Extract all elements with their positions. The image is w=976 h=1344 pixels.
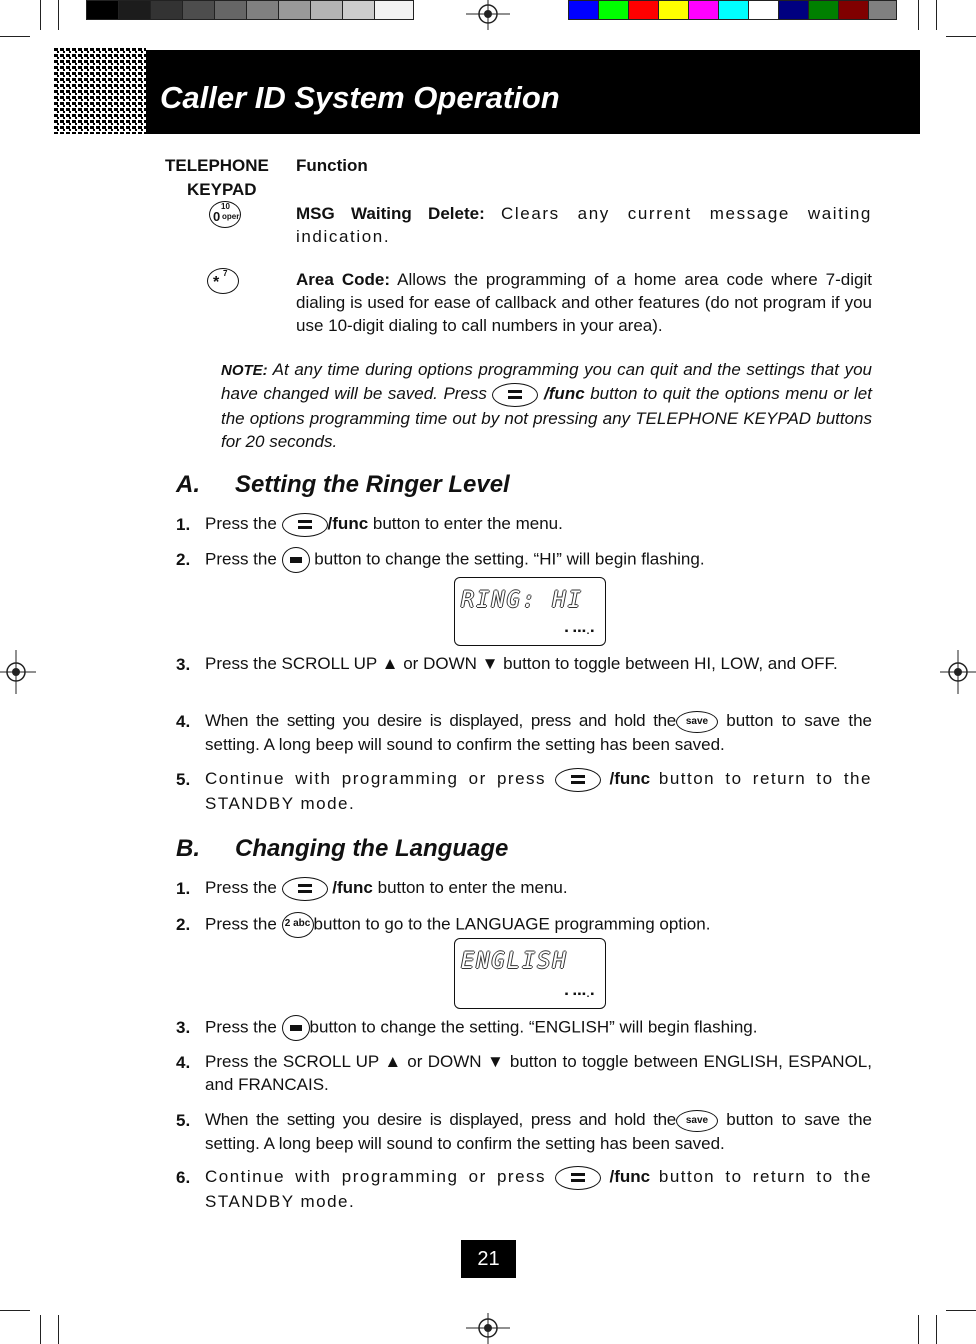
section-a-step-4: When the setting you desire is displayed, press and hold the save button to save the setting. A long beep will sound to confirm the setting has been saved.	[205, 711, 872, 754]
section-b-step-4: Press the SCROLL UP ▲ or DOWN ▼ button to toggle between ENGLISH, ESPANOL, and FRANCAIS.	[205, 1052, 872, 1094]
change-button-icon	[282, 1015, 310, 1041]
registration-mark-right	[940, 650, 976, 694]
header-pattern-logo	[54, 48, 146, 134]
keypad-2-abc-icon: 2 abc	[282, 912, 314, 938]
section-b-title: Changing the Language	[235, 835, 509, 862]
section-a-letter: A.	[176, 471, 200, 498]
step-number: 3.	[176, 1018, 191, 1037]
step-number: 1.	[176, 879, 191, 898]
section-b-step-1: Press the /func button to enter the menu.	[205, 876, 872, 901]
area-code-description: Area Code: Allows the programming of a home area code where 7-digit dialing is used for ease of callback and other features (do not program if you use 10-digit dialing to call numbers in your area).	[296, 270, 872, 335]
registration-mark-left	[0, 650, 36, 694]
step-number: 4.	[176, 712, 191, 731]
step-number: 6.	[176, 1168, 191, 1187]
func-button-icon	[555, 1166, 601, 1190]
column-header-keypad-line1: TELEPHONE	[165, 156, 269, 175]
section-b-step-5: When the setting you desire is displayed, press and hold the save button to save the setting. A long beep will sound to confirm the setting has been saved.	[205, 1110, 872, 1153]
step-number: 3.	[176, 655, 191, 674]
section-b-step-3: Press the button to change the setting. “ENGLISH” will begin flashing.	[205, 1015, 872, 1041]
lcd-display-ring: RING: HI ▪ ▪▪▪.▪	[454, 577, 606, 646]
lcd-display-english: ENGLISH ▪ ▪▪▪.▪	[454, 938, 606, 1009]
step-number: 2.	[176, 915, 191, 934]
section-b-step-2: Press the 2 abc button to go to the LANGUAGE programming option.	[205, 912, 872, 938]
section-a-step-1: Press the /func button to enter the menu.	[205, 512, 872, 537]
msg-waiting-delete-description: MSG Waiting Delete: Clears any current message waiting indication.	[296, 204, 872, 246]
registration-mark-top	[466, 0, 510, 30]
step-number: 5.	[176, 1111, 191, 1130]
lcd-indicator-icon: ▪ ▪▪▪.▪	[564, 989, 595, 1000]
func-button-icon	[555, 768, 601, 792]
func-button-icon	[492, 383, 538, 407]
section-b-letter: B.	[176, 835, 200, 862]
column-header-keypad-line2: KEYPAD	[187, 180, 257, 199]
step-number: 1.	[176, 515, 191, 534]
section-a-step-2: Press the button to change the setting. “HI” will begin flashing.	[205, 547, 872, 573]
section-a-step-5: Continue with programming or press /func button to return to the STANDBY mode.	[205, 769, 872, 813]
keypad-star-icon: 7 *	[207, 268, 239, 294]
func-button-icon	[282, 513, 328, 537]
save-button-icon: save	[676, 1110, 718, 1132]
section-b-step-6: Continue with programming or press /func button to return to the STANDBY mode.	[205, 1167, 872, 1211]
note-paragraph: NOTE: At any time during options programming you can quit and the settings that you have changed will be saved. Press /func button to quit the options menu or let the options programming time out by not pressing any TELEPHONE KEYPAD buttons for 20 seconds.	[221, 360, 872, 451]
registration-mark-bottom	[466, 1313, 510, 1344]
step-number: 2.	[176, 550, 191, 569]
section-a-step-3: Press the SCROLL UP ▲ or DOWN ▼ button to toggle between HI, LOW, and OFF.	[205, 654, 838, 673]
step-number: 4.	[176, 1053, 191, 1072]
step-number: 5.	[176, 770, 191, 789]
keypad-0-oper-icon: 10 0 oper	[209, 201, 241, 228]
page-title: Caller ID System Operation	[160, 80, 560, 115]
change-button-icon	[282, 547, 310, 573]
lcd-indicator-icon: ▪ ▪▪▪.▪	[564, 626, 595, 637]
section-a-title: Setting the Ringer Level	[235, 471, 510, 498]
page-number: 21	[461, 1240, 516, 1278]
column-header-function: Function	[296, 156, 368, 175]
func-button-icon	[282, 877, 328, 901]
save-button-icon: save	[676, 711, 718, 733]
